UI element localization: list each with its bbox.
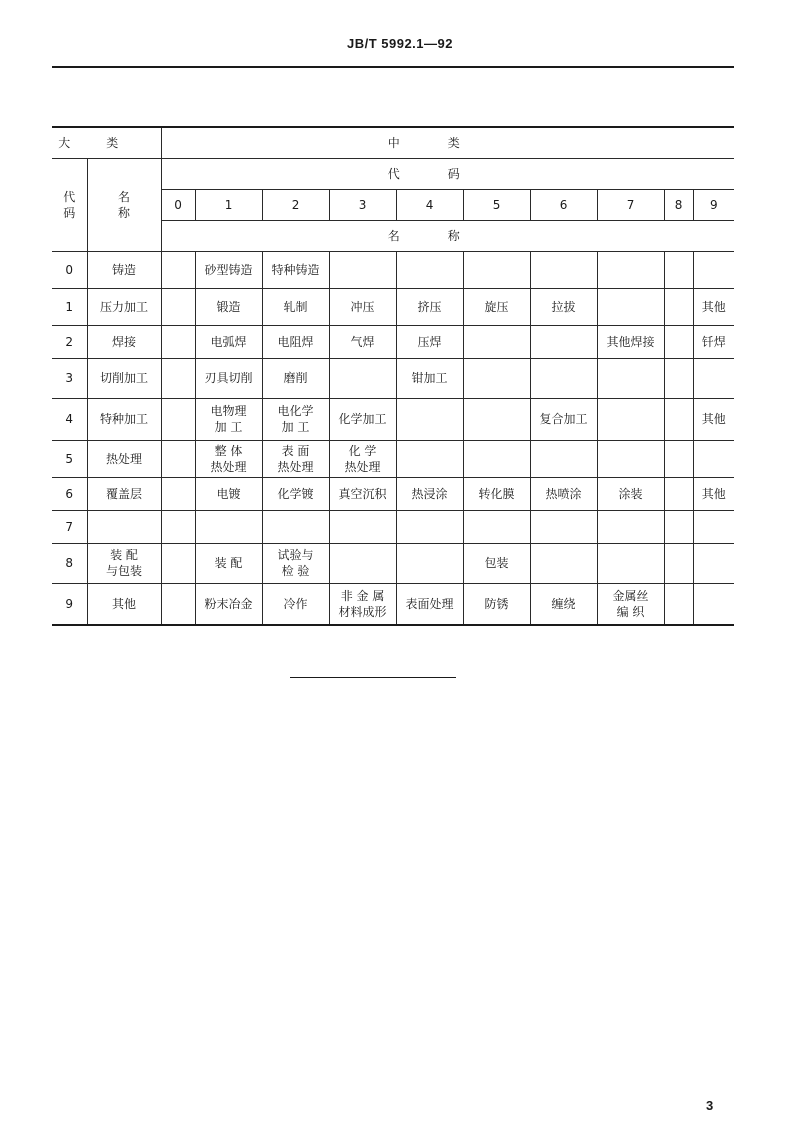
row-code: 6 bbox=[52, 477, 87, 510]
table-cell: 整 体 热处理 bbox=[195, 440, 262, 477]
table-cell bbox=[597, 358, 664, 398]
table-cell bbox=[664, 477, 693, 510]
table-cell: 粉末冶金 bbox=[195, 583, 262, 625]
column-code-1: 1 bbox=[195, 189, 262, 220]
middle-name-header: 名称 bbox=[161, 220, 734, 251]
table-row bbox=[52, 325, 734, 358]
table-cell: 表面处理 bbox=[396, 583, 463, 625]
table-cell bbox=[664, 251, 693, 288]
table-cell bbox=[664, 325, 693, 358]
table-cell bbox=[693, 251, 734, 288]
table-cell: 非 金 属 材料成形 bbox=[329, 583, 396, 625]
row-code: 9 bbox=[52, 583, 87, 625]
row-code: 2 bbox=[52, 325, 87, 358]
table-cell: 其他 bbox=[693, 288, 734, 325]
table-cell: 装 配 bbox=[195, 543, 262, 583]
page-number: 3 bbox=[706, 1098, 714, 1113]
table-cell bbox=[161, 325, 195, 358]
column-code-5: 5 bbox=[463, 189, 530, 220]
table-cell bbox=[530, 251, 597, 288]
table-cell: 轧制 bbox=[262, 288, 329, 325]
row-name: 特种加工 bbox=[87, 398, 161, 440]
table-cell bbox=[161, 583, 195, 625]
code-header: 代 码 bbox=[52, 158, 87, 251]
table-cell bbox=[664, 583, 693, 625]
name-header: 名 称 bbox=[87, 158, 161, 251]
table-cell bbox=[463, 358, 530, 398]
row-code: 3 bbox=[52, 358, 87, 398]
table-cell bbox=[161, 477, 195, 510]
table-row bbox=[52, 583, 734, 625]
table-cell bbox=[161, 440, 195, 477]
table-cell bbox=[396, 510, 463, 543]
table-cell bbox=[161, 358, 195, 398]
table-cell: 转化膜 bbox=[463, 477, 530, 510]
table-cell bbox=[693, 583, 734, 625]
table-cell bbox=[161, 543, 195, 583]
row-code: 5 bbox=[52, 440, 87, 477]
table-row bbox=[52, 251, 734, 288]
middle-code-header: 代码 bbox=[161, 158, 734, 189]
table-cell: 拉拔 bbox=[530, 288, 597, 325]
table-cell bbox=[530, 358, 597, 398]
table-cell: 包装 bbox=[463, 543, 530, 583]
table-cell bbox=[463, 510, 530, 543]
table-cell: 缠绕 bbox=[530, 583, 597, 625]
table-row bbox=[52, 510, 734, 543]
table-cell: 防锈 bbox=[463, 583, 530, 625]
column-code-0: 0 bbox=[161, 189, 195, 220]
table-cell bbox=[597, 288, 664, 325]
table-cell: 电阻焊 bbox=[262, 325, 329, 358]
row-code: 7 bbox=[52, 510, 87, 543]
row-name: 压力加工 bbox=[87, 288, 161, 325]
table-cell bbox=[329, 251, 396, 288]
middle-category-header: 中类 bbox=[161, 127, 734, 158]
table-cell bbox=[664, 398, 693, 440]
table-cell bbox=[161, 398, 195, 440]
row-name: 焊接 bbox=[87, 325, 161, 358]
table-cell bbox=[597, 440, 664, 477]
table-cell bbox=[463, 398, 530, 440]
table-cell: 电物理 加 工 bbox=[195, 398, 262, 440]
row-name: 铸造 bbox=[87, 251, 161, 288]
table-cell: 真空沉积 bbox=[329, 477, 396, 510]
table-cell: 其他 bbox=[693, 477, 734, 510]
table-cell: 钳加工 bbox=[396, 358, 463, 398]
classification-table bbox=[52, 126, 734, 626]
table-cell: 冲压 bbox=[329, 288, 396, 325]
table-cell: 金属丝 编 织 bbox=[597, 583, 664, 625]
table-cell bbox=[329, 358, 396, 398]
table-cell: 其他 bbox=[693, 398, 734, 440]
table-cell: 其他焊接 bbox=[597, 325, 664, 358]
row-code: 0 bbox=[52, 251, 87, 288]
table-cell: 涂装 bbox=[597, 477, 664, 510]
table-row bbox=[52, 543, 734, 583]
table-cell bbox=[463, 440, 530, 477]
table-cell bbox=[597, 398, 664, 440]
table-cell: 砂型铸造 bbox=[195, 251, 262, 288]
table-cell bbox=[530, 543, 597, 583]
table-cell: 电弧焊 bbox=[195, 325, 262, 358]
header-row-middle-code bbox=[52, 158, 734, 189]
table-cell bbox=[396, 440, 463, 477]
column-code-2: 2 bbox=[262, 189, 329, 220]
table-cell bbox=[329, 543, 396, 583]
table-cell: 气焊 bbox=[329, 325, 396, 358]
table-cell: 冷作 bbox=[262, 583, 329, 625]
table-cell bbox=[396, 251, 463, 288]
table-cell bbox=[530, 440, 597, 477]
table-cell: 旋压 bbox=[463, 288, 530, 325]
table-cell bbox=[396, 398, 463, 440]
table-cell bbox=[664, 358, 693, 398]
table-row bbox=[52, 358, 734, 398]
table-cell: 压焊 bbox=[396, 325, 463, 358]
table-cell: 化 学 热处理 bbox=[329, 440, 396, 477]
row-code: 8 bbox=[52, 543, 87, 583]
table-cell: 化学镀 bbox=[262, 477, 329, 510]
table-cell bbox=[664, 440, 693, 477]
table-cell: 热浸涂 bbox=[396, 477, 463, 510]
table-cell bbox=[161, 510, 195, 543]
column-code-7: 7 bbox=[597, 189, 664, 220]
table-cell: 表 面 热处理 bbox=[262, 440, 329, 477]
table-cell bbox=[161, 288, 195, 325]
table-cell bbox=[262, 510, 329, 543]
table-cell bbox=[597, 543, 664, 583]
table-cell bbox=[693, 358, 734, 398]
table-cell bbox=[664, 543, 693, 583]
table-cell: 挤压 bbox=[396, 288, 463, 325]
row-name: 覆盖层 bbox=[87, 477, 161, 510]
column-code-3: 3 bbox=[329, 189, 396, 220]
row-name: 装 配 与包装 bbox=[87, 543, 161, 583]
table-cell bbox=[530, 510, 597, 543]
table-cell bbox=[693, 543, 734, 583]
table-row bbox=[52, 477, 734, 510]
table-row bbox=[52, 440, 734, 477]
column-code-4: 4 bbox=[396, 189, 463, 220]
table-row bbox=[52, 398, 734, 440]
document-header: JB/T 5992.1—92 bbox=[346, 36, 453, 51]
header-row-major bbox=[52, 127, 734, 158]
table-cell bbox=[161, 251, 195, 288]
table-cell: 钎焊 bbox=[693, 325, 734, 358]
table-cell bbox=[597, 251, 664, 288]
table-cell bbox=[597, 510, 664, 543]
row-name: 其他 bbox=[87, 583, 161, 625]
table-cell bbox=[463, 325, 530, 358]
major-category-header: 大类 bbox=[52, 127, 161, 158]
table-cell: 试验与 检 验 bbox=[262, 543, 329, 583]
table-cell bbox=[664, 510, 693, 543]
row-code: 1 bbox=[52, 288, 87, 325]
row-name bbox=[87, 510, 161, 543]
column-code-9: 9 bbox=[693, 189, 734, 220]
table-cell: 特种铸造 bbox=[262, 251, 329, 288]
table-cell bbox=[195, 510, 262, 543]
table-cell bbox=[530, 325, 597, 358]
table-cell: 化学加工 bbox=[329, 398, 396, 440]
table-cell: 刃具切削 bbox=[195, 358, 262, 398]
table-cell bbox=[664, 288, 693, 325]
table-cell bbox=[463, 251, 530, 288]
table-cell bbox=[693, 510, 734, 543]
table-cell: 磨削 bbox=[262, 358, 329, 398]
column-code-6: 6 bbox=[530, 189, 597, 220]
table-cell: 电镀 bbox=[195, 477, 262, 510]
header-rule bbox=[52, 66, 734, 68]
table-cell: 热喷涂 bbox=[530, 477, 597, 510]
row-name: 切削加工 bbox=[87, 358, 161, 398]
column-code-8: 8 bbox=[664, 189, 693, 220]
table-cell bbox=[693, 440, 734, 477]
row-code: 4 bbox=[52, 398, 87, 440]
table-cell: 复合加工 bbox=[530, 398, 597, 440]
table-cell bbox=[329, 510, 396, 543]
table-cell bbox=[396, 543, 463, 583]
row-name: 热处理 bbox=[87, 440, 161, 477]
table-cell: 锻造 bbox=[195, 288, 262, 325]
table-cell: 电化学 加 工 bbox=[262, 398, 329, 440]
table-row bbox=[52, 288, 734, 325]
section-end-rule bbox=[290, 677, 456, 678]
